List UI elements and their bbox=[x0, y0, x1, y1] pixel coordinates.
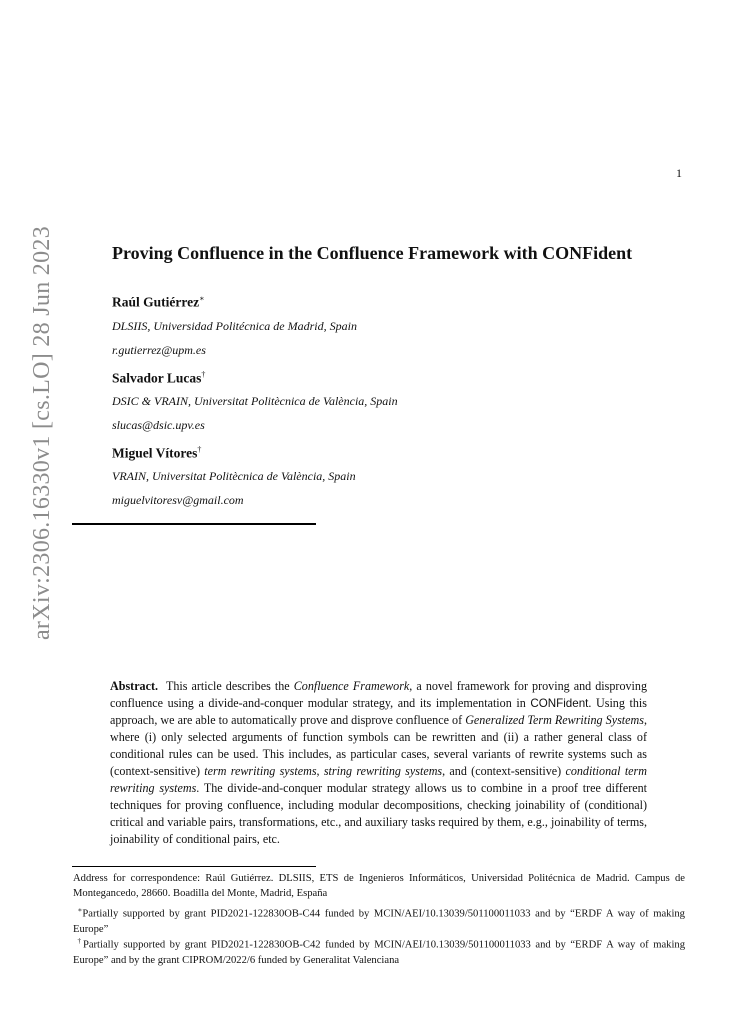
paper-title: Proving Confluence in the Confluence Framework with CONFident bbox=[112, 243, 633, 263]
abstract-text: , and (context-sensitive) bbox=[442, 764, 562, 778]
footnote-mark: ∗ bbox=[199, 294, 205, 303]
author-email: miguelvitoresv@gmail.com bbox=[112, 493, 244, 507]
arxiv-stamp: arXiv:2306.16330v1 [cs.LO] 28 Jun 2023 bbox=[29, 225, 55, 641]
abstract-emphasis: term rewriting systems bbox=[204, 764, 317, 778]
abstract-emphasis: string rewriting systems bbox=[323, 764, 443, 778]
author-name bbox=[112, 294, 205, 311]
tool-name: CONFident bbox=[530, 697, 589, 710]
footnote-mark: † bbox=[77, 937, 83, 945]
author-email: r.gutierrez@upm.es bbox=[112, 343, 206, 357]
author-affiliation: VRAIN, Universitat Politècnica de València, Spain bbox=[112, 469, 356, 483]
abstract-emphasis: Confluence Framework bbox=[293, 679, 410, 693]
footnote-text: Partially supported by grant PID2021-122830OB-C44 funded by MCIN/AEI/10.13039/501100011033 and by “ERDF A way of making Europe” bbox=[73, 908, 685, 935]
author-affiliation: DSIC & VRAIN, Universitat Politècnica de València, Spain bbox=[112, 394, 398, 408]
abstract-emphasis: conditional term rewriting systems bbox=[110, 764, 647, 795]
author-name-text: Raúl Gutiérrez bbox=[112, 294, 200, 310]
abstract-emphasis: Generalized Term Rewriting Systems bbox=[465, 713, 644, 727]
abstract-text: . Using this approach, we are able to automatically prove and disprove confluence of bbox=[110, 696, 647, 727]
abstract bbox=[110, 678, 647, 848]
author-name bbox=[112, 370, 205, 387]
page-number: 1 bbox=[676, 166, 682, 180]
abstract-text: , bbox=[316, 764, 320, 778]
author-affiliation: DLSIIS, Universidad Politécnica de Madrid, Spain bbox=[112, 319, 357, 333]
author-name-text: Salvador Lucas bbox=[112, 370, 202, 386]
abstract-text: . The divide-and-conquer modular strategy allows us to combine in a proof tree different techniques for proving confluence, including modular decompositions, checking joinability of (conditional) critical and variable pairs, transformations, etc., and auxiliary tasks required by them, e.g., joinability of terms, joinability of conditional pairs, etc. bbox=[110, 781, 648, 846]
footnote bbox=[73, 934, 685, 968]
author-email: slucas@dsic.upv.es bbox=[112, 418, 205, 432]
abstract-heading: Abstract. bbox=[110, 679, 159, 693]
footnote-mark: ∗ bbox=[77, 906, 83, 914]
abstract-text: This article describes the bbox=[165, 679, 290, 693]
section-rule bbox=[72, 523, 316, 525]
footnote-mark: † bbox=[201, 370, 206, 379]
footnote bbox=[73, 903, 685, 937]
author-name bbox=[112, 445, 201, 462]
footnote-text: Partially supported by grant PID2021-122830OB-C42 funded by MCIN/AEI/10.13039/501100011033 and by “ERDF A way of making Europe” and by the grant CIPROM/2022/6 funded by Generalitat Valenciana bbox=[73, 939, 685, 966]
footnote-mark: † bbox=[197, 445, 202, 454]
abstract-text: , a novel framework for proving and disproving confluence using a divide-and-conquer modular strategy, and its implementation in bbox=[110, 679, 647, 710]
abstract-text: , where (i) only selected arguments of function symbols can be rewritten and (ii) a rather general class of conditional rules can be used. This includes, as particular cases, several variants of rewrite systems such as (context-sensitive) bbox=[110, 713, 647, 778]
footnote-rule bbox=[72, 866, 316, 867]
author-name-text: Miguel Vítores bbox=[112, 445, 198, 461]
address-footnote: Address for correspondence: Raúl Gutiérrez. DLSIIS, ETS de Ingenieros Informáticos, Universidad Politécnica de Madrid. Campus de Montegancedo, 28660. Boadilla del Monte, Madrid, España bbox=[73, 873, 685, 899]
